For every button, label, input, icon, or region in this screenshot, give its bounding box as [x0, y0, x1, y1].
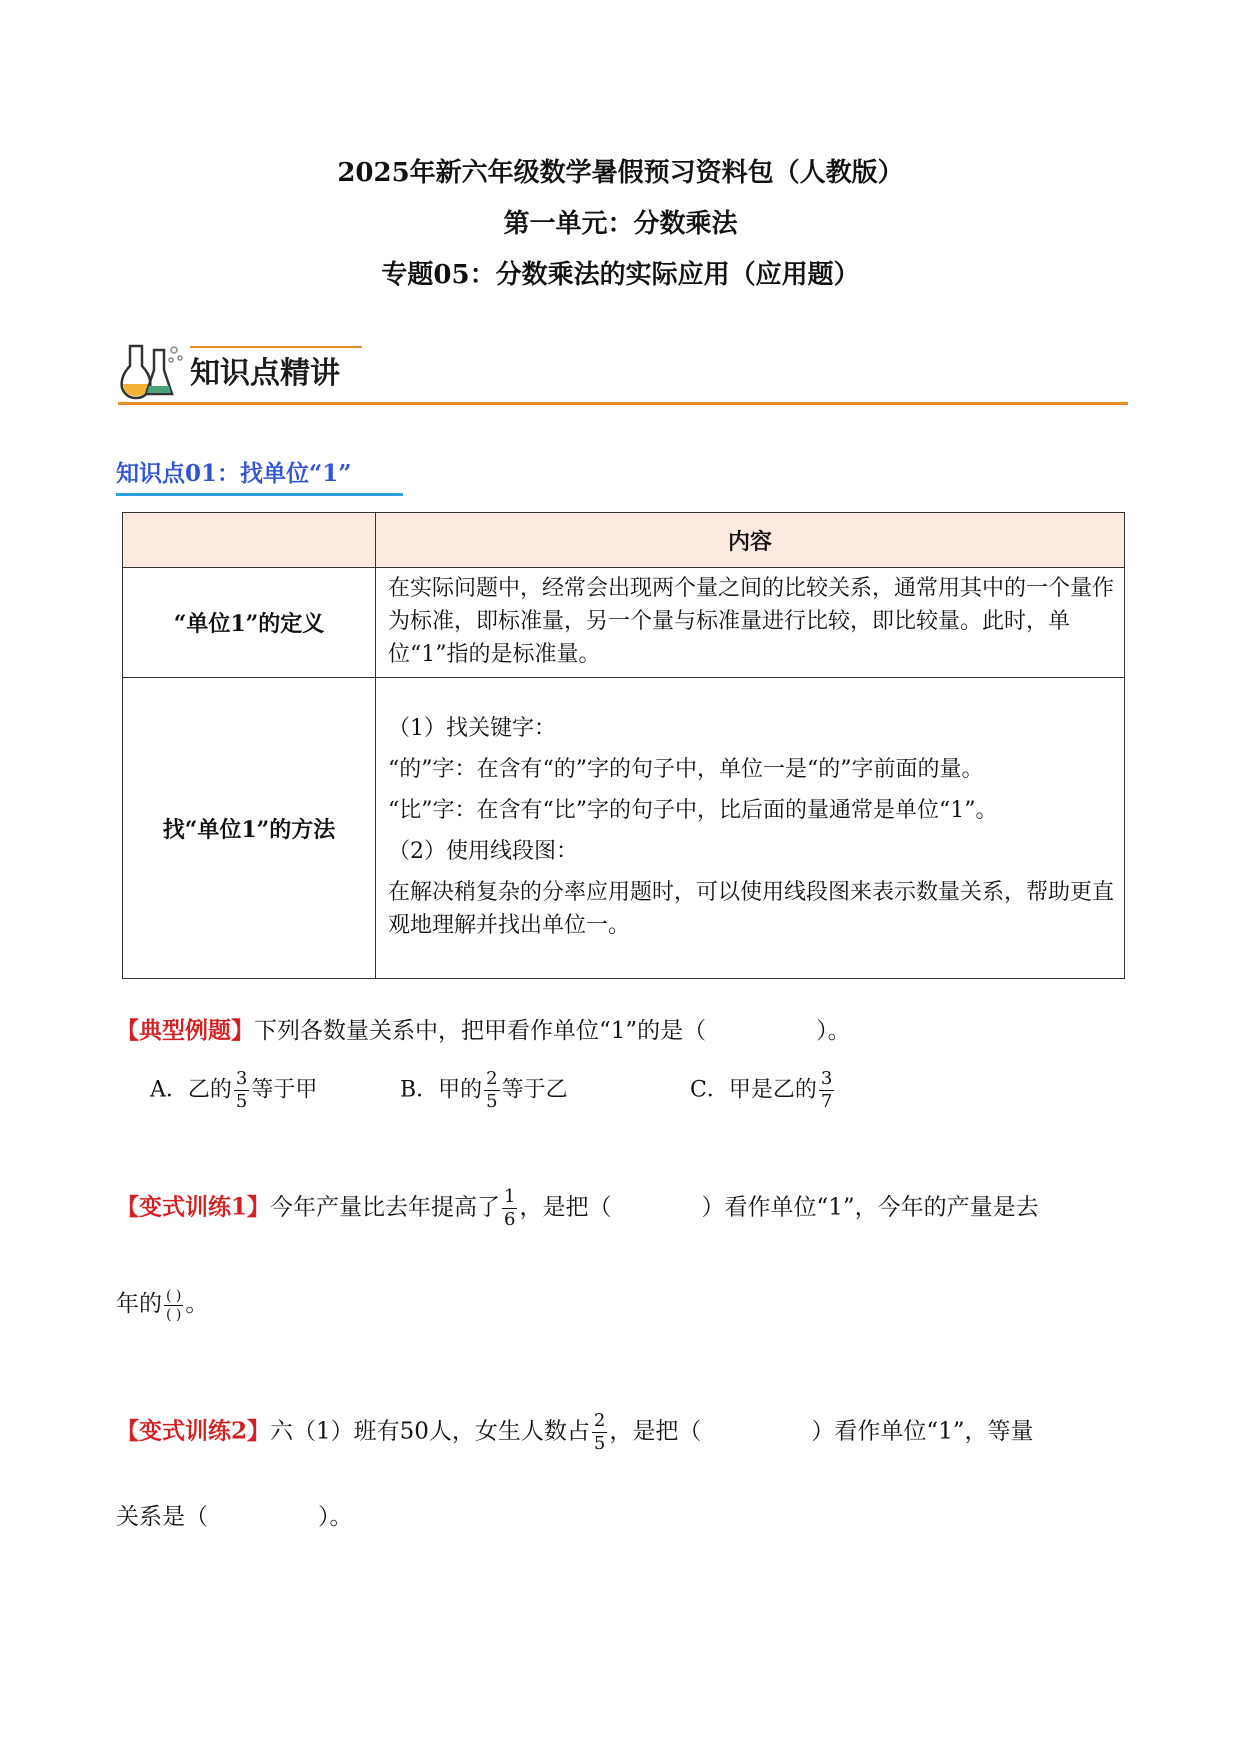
example-tag: 【典型例题】 [116, 1017, 254, 1044]
knowledge-header-label: 知识点精讲 [190, 356, 340, 391]
section-underline [116, 493, 403, 496]
practice-1: 【变式训练1】今年产量比去年提高了 $\frac{1}{6}$ ，是把（ ）看作单位“1”，今年的产量是去 [116, 1186, 1039, 1230]
row-text: 在解决稍复杂的分率应用题时，可以使用线段图来表示数量关系，帮助更直观地理解并找出单位一。 [388, 880, 1115, 938]
unit-title: 第一单元：分数乘法 [503, 209, 738, 239]
row-content [376, 568, 1125, 678]
topic-title: 专题05：分数乘法的实际应用（应用题） [381, 260, 860, 290]
row-label: 找“单位1”的方法 [123, 678, 376, 979]
option-c: C．甲是乙的 $\frac{3}{7}$ [690, 1068, 833, 1112]
header-divider [118, 402, 1128, 405]
knowledge-table [122, 512, 1125, 979]
row-text: “的”字：在含有“的”字的句子中，单位一是“的”字前面的量。 [388, 757, 984, 782]
doc-title: 2025年新六年级数学暑假预习资料包（人教版） [337, 158, 904, 188]
fraction: $\frac{2}{5}$ [593, 1410, 606, 1454]
practice-2: 【变式训练2】六（1）班有50人，女生人数占 $\frac{2}{5}$ ，是把（ ）看作单位“1”，等量 [116, 1410, 1034, 1454]
practice-2-line2: 关系是（ ）。 [116, 1504, 353, 1530]
lab-flask-icon [116, 340, 186, 402]
table-header-row [123, 513, 1125, 568]
row-text: （1）找关键字： [388, 716, 556, 741]
fraction: $\frac{3}{7}$ [820, 1068, 833, 1112]
fraction: $\frac{3}{5}$ [235, 1068, 248, 1112]
row-content [376, 678, 1125, 979]
section-title: 知识点01：找单位“1” [116, 460, 352, 487]
row-text: 在实际问题中，经常会出现两个量之间的比较关系，通常用其中的一个量作为标准，即标准量，另一个量与标准量进行比较，即比较量。此时，单位“1”指的是标准量。 [388, 576, 1115, 667]
fraction: $\frac{2}{5}$ [486, 1068, 498, 1112]
practice-1-line2: 年的 $\frac{( )}{( )}$ 。 [116, 1287, 209, 1323]
practice-2-tag: 【变式训练2】 [116, 1417, 271, 1445]
table-row [123, 678, 1125, 979]
option-a: A．乙的 $\frac{3}{5}$ 等于甲 [150, 1068, 318, 1112]
example-text: 下列各数量关系中，把甲看作单位“1”的是（ [254, 1018, 707, 1044]
example-close: ）。 [816, 1018, 851, 1044]
blank-fraction: $\frac{( )}{( )}$ [166, 1287, 182, 1323]
fraction: $\frac{1}{6}$ [504, 1186, 516, 1230]
table-header-content: 内容 [376, 513, 1125, 568]
row-text: “比”字：在含有“比”字的句子中，比后面的量通常是单位“1”。 [388, 798, 998, 823]
table-row [123, 568, 1125, 678]
row-label: “单位1”的定义 [123, 568, 376, 678]
option-b: B．甲的 $\frac{2}{5}$ 等于乙 [400, 1068, 568, 1112]
example-question [116, 1012, 851, 1045]
table-header-empty [123, 513, 376, 568]
practice-1-tag: 【变式训练1】 [116, 1193, 271, 1221]
row-text: （2）使用线段图： [388, 839, 578, 864]
